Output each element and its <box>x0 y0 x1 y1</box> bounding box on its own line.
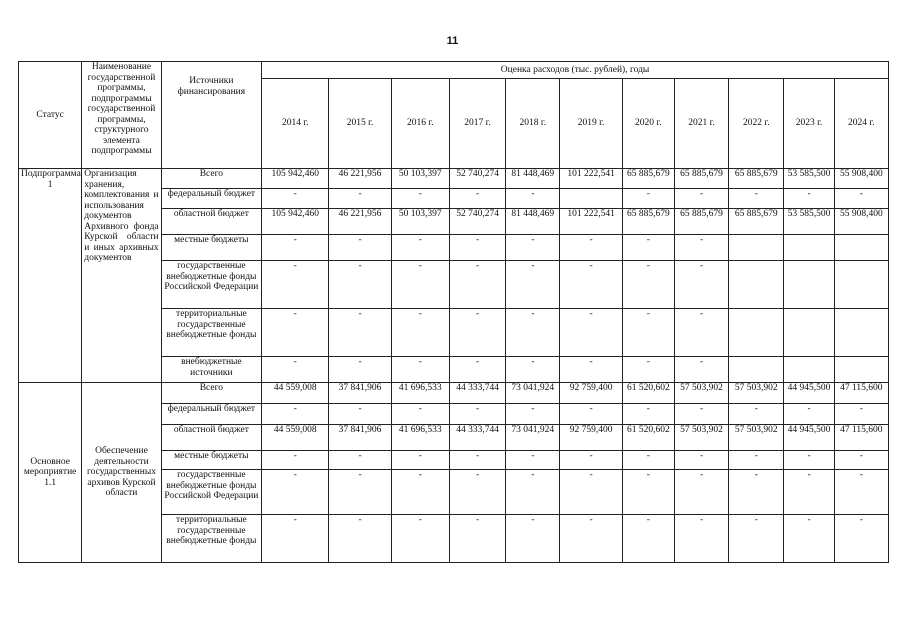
header-year: 2019 г. <box>560 79 622 169</box>
value-cell: - <box>834 470 888 515</box>
value-cell: - <box>449 470 505 515</box>
value-cell: - <box>784 470 834 515</box>
value-cell: - <box>391 235 449 261</box>
value-cell: - <box>449 357 505 383</box>
value-cell: - <box>329 470 391 515</box>
value-cell <box>729 309 784 357</box>
value-cell: - <box>729 470 784 515</box>
funding-source-cell: внебюджетные источники <box>161 357 261 383</box>
header-year: 2024 г. <box>834 79 888 169</box>
funding-source-cell: местные бюджеты <box>161 235 261 261</box>
value-cell: 50 103,397 <box>391 169 449 189</box>
value-cell: 65 885,679 <box>729 209 784 235</box>
value-cell: - <box>784 404 834 425</box>
value-cell: 105 942,460 <box>262 169 329 189</box>
value-cell <box>784 235 834 261</box>
value-cell: - <box>674 404 728 425</box>
value-cell: - <box>560 309 622 357</box>
funding-source-cell: государственные внебюджетные фонды Российской Федерации <box>161 470 261 515</box>
value-cell: - <box>729 451 784 470</box>
value-cell <box>834 235 888 261</box>
value-cell: - <box>262 515 329 563</box>
value-cell: - <box>506 357 560 383</box>
header-sources: Источники финансирования <box>161 62 261 169</box>
header-year: 2023 г. <box>784 79 834 169</box>
value-cell: - <box>560 357 622 383</box>
value-cell: - <box>262 451 329 470</box>
value-cell: 46 221,956 <box>329 209 391 235</box>
value-cell: 41 696,533 <box>391 383 449 404</box>
value-cell: - <box>329 235 391 261</box>
value-cell: - <box>506 515 560 563</box>
value-cell: - <box>329 357 391 383</box>
value-cell: - <box>391 261 449 309</box>
header-year: 2022 г. <box>729 79 784 169</box>
value-cell: 55 908,400 <box>834 169 888 189</box>
value-cell: - <box>784 189 834 209</box>
value-cell: - <box>729 515 784 563</box>
header-year: 2021 г. <box>674 79 728 169</box>
value-cell: 65 885,679 <box>729 169 784 189</box>
value-cell <box>729 357 784 383</box>
value-cell: 57 503,902 <box>729 383 784 404</box>
funding-source-cell: Всего <box>161 169 261 189</box>
value-cell: 44 559,008 <box>262 425 329 451</box>
value-cell: - <box>262 261 329 309</box>
value-cell: 61 520,602 <box>622 383 674 404</box>
value-cell: 37 841,906 <box>329 425 391 451</box>
value-cell: 92 759,400 <box>560 383 622 404</box>
value-cell: - <box>506 404 560 425</box>
value-cell: - <box>622 470 674 515</box>
header-year: 2018 г. <box>506 79 560 169</box>
value-cell: - <box>329 404 391 425</box>
value-cell: 61 520,602 <box>622 425 674 451</box>
header-year: 2014 г. <box>262 79 329 169</box>
value-cell: 53 585,500 <box>784 209 834 235</box>
value-cell: - <box>622 451 674 470</box>
value-cell: 65 885,679 <box>622 169 674 189</box>
value-cell: 53 585,500 <box>784 169 834 189</box>
header-year: 2015 г. <box>329 79 391 169</box>
value-cell: - <box>834 404 888 425</box>
value-cell <box>729 261 784 309</box>
value-cell <box>834 309 888 357</box>
value-cell: 44 559,008 <box>262 383 329 404</box>
value-cell: - <box>622 309 674 357</box>
value-cell: 41 696,533 <box>391 425 449 451</box>
funding-source-cell: областной бюджет <box>161 209 261 235</box>
value-cell: 47 115,600 <box>834 383 888 404</box>
value-cell: - <box>622 404 674 425</box>
value-cell: - <box>329 189 391 209</box>
table-row <box>19 169 889 189</box>
value-cell: - <box>391 515 449 563</box>
value-cell: 57 503,902 <box>729 425 784 451</box>
funding-source-cell: федеральный бюджет <box>161 404 261 425</box>
value-cell: 37 841,906 <box>329 383 391 404</box>
funding-source-cell: территориальные государственные внебюджетные фонды <box>161 515 261 563</box>
value-cell: - <box>674 261 728 309</box>
value-cell: 44 945,500 <box>784 383 834 404</box>
value-cell: - <box>449 235 505 261</box>
table-row <box>19 383 889 404</box>
value-cell: - <box>449 404 505 425</box>
value-cell: - <box>449 309 505 357</box>
value-cell: - <box>391 451 449 470</box>
value-cell: - <box>674 357 728 383</box>
value-cell: - <box>834 451 888 470</box>
value-cell: 101 222,541 <box>560 209 622 235</box>
value-cell: - <box>560 261 622 309</box>
value-cell: - <box>560 235 622 261</box>
value-cell <box>834 261 888 309</box>
value-cell: 57 503,902 <box>674 383 728 404</box>
value-cell: - <box>622 261 674 309</box>
page-number: 11 <box>446 35 459 47</box>
program-name-cell: Обеспечение деятельности государственных архивов Курской области <box>82 383 161 563</box>
value-cell: 44 333,744 <box>449 383 505 404</box>
value-cell: 52 740,274 <box>449 169 505 189</box>
value-cell: - <box>622 515 674 563</box>
value-cell: - <box>329 451 391 470</box>
value-cell: - <box>674 451 728 470</box>
value-cell: - <box>329 515 391 563</box>
value-cell: 73 041,924 <box>506 383 560 404</box>
value-cell: - <box>834 189 888 209</box>
value-cell: 44 333,744 <box>449 425 505 451</box>
status-cell: Основное мероприятие 1.1 <box>19 383 82 563</box>
value-cell <box>784 309 834 357</box>
header-name: Наименование государственной программы, подпрограммы государственной программы, структурного элемента подпрограммы <box>82 62 161 169</box>
value-cell: - <box>729 404 784 425</box>
value-cell: - <box>391 404 449 425</box>
value-cell: 81 448,469 <box>506 169 560 189</box>
table-body <box>19 169 889 563</box>
value-cell: 105 942,460 <box>262 209 329 235</box>
value-cell: - <box>506 470 560 515</box>
value-cell <box>729 235 784 261</box>
header-year: 2016 г. <box>391 79 449 169</box>
funding-source-cell: местные бюджеты <box>161 451 261 470</box>
value-cell: - <box>262 357 329 383</box>
value-cell: 92 759,400 <box>560 425 622 451</box>
value-cell: 65 885,679 <box>674 169 728 189</box>
funding-source-cell: территориальные государственные внебюджетные фонды <box>161 309 261 357</box>
value-cell: 81 448,469 <box>506 209 560 235</box>
value-cell: - <box>674 515 728 563</box>
funding-source-cell: Всего <box>161 383 261 404</box>
value-cell: - <box>449 451 505 470</box>
value-cell: - <box>560 515 622 563</box>
value-cell: - <box>391 470 449 515</box>
value-cell: 46 221,956 <box>329 169 391 189</box>
funding-source-cell: государственные внебюджетные фонды Российской Федерации <box>161 261 261 309</box>
value-cell: - <box>560 451 622 470</box>
value-cell: - <box>560 470 622 515</box>
value-cell: 52 740,274 <box>449 209 505 235</box>
program-name-cell: Организация хранения, комплектования и использования документов Архивного фонда Курской области и иных архивных документов <box>82 169 161 383</box>
value-cell: 55 908,400 <box>834 209 888 235</box>
value-cell: - <box>262 404 329 425</box>
value-cell: - <box>262 235 329 261</box>
value-cell: - <box>506 261 560 309</box>
value-cell: 73 041,924 <box>506 425 560 451</box>
value-cell: - <box>506 189 560 209</box>
value-cell: - <box>622 189 674 209</box>
value-cell: - <box>622 357 674 383</box>
value-cell: - <box>391 189 449 209</box>
value-cell: 44 945,500 <box>784 425 834 451</box>
value-cell: - <box>329 261 391 309</box>
value-cell: - <box>784 515 834 563</box>
value-cell: - <box>391 357 449 383</box>
value-cell <box>560 189 622 209</box>
value-cell: 50 103,397 <box>391 209 449 235</box>
value-cell: 65 885,679 <box>674 209 728 235</box>
value-cell: - <box>391 309 449 357</box>
header-status: Статус <box>19 62 82 169</box>
value-cell: - <box>329 309 391 357</box>
funding-source-cell: федеральный бюджет <box>161 189 261 209</box>
status-cell: Подпрограмма 1 <box>19 169 82 383</box>
header-year: 2020 г. <box>622 79 674 169</box>
value-cell: - <box>262 189 329 209</box>
value-cell: 65 885,679 <box>622 209 674 235</box>
value-cell: - <box>560 404 622 425</box>
value-cell: - <box>674 470 728 515</box>
value-cell: - <box>622 235 674 261</box>
funding-source-cell: областной бюджет <box>161 425 261 451</box>
budget-table <box>18 61 889 563</box>
value-cell: - <box>674 189 728 209</box>
value-cell: 57 503,902 <box>674 425 728 451</box>
value-cell: - <box>506 451 560 470</box>
value-cell: 101 222,541 <box>560 169 622 189</box>
value-cell: - <box>262 309 329 357</box>
value-cell <box>784 357 834 383</box>
value-cell: - <box>674 309 728 357</box>
header-year: 2017 г. <box>449 79 505 169</box>
value-cell: - <box>449 515 505 563</box>
value-cell: 47 115,600 <box>834 425 888 451</box>
value-cell: - <box>674 235 728 261</box>
value-cell <box>784 261 834 309</box>
value-cell: - <box>784 451 834 470</box>
value-cell: - <box>729 189 784 209</box>
value-cell: - <box>449 261 505 309</box>
header-estimate: Оценка расходов (тыс. рублей), годы <box>262 62 889 79</box>
value-cell: - <box>506 309 560 357</box>
value-cell <box>834 357 888 383</box>
value-cell: - <box>506 235 560 261</box>
value-cell: - <box>262 470 329 515</box>
value-cell: - <box>449 189 505 209</box>
value-cell: - <box>834 515 888 563</box>
